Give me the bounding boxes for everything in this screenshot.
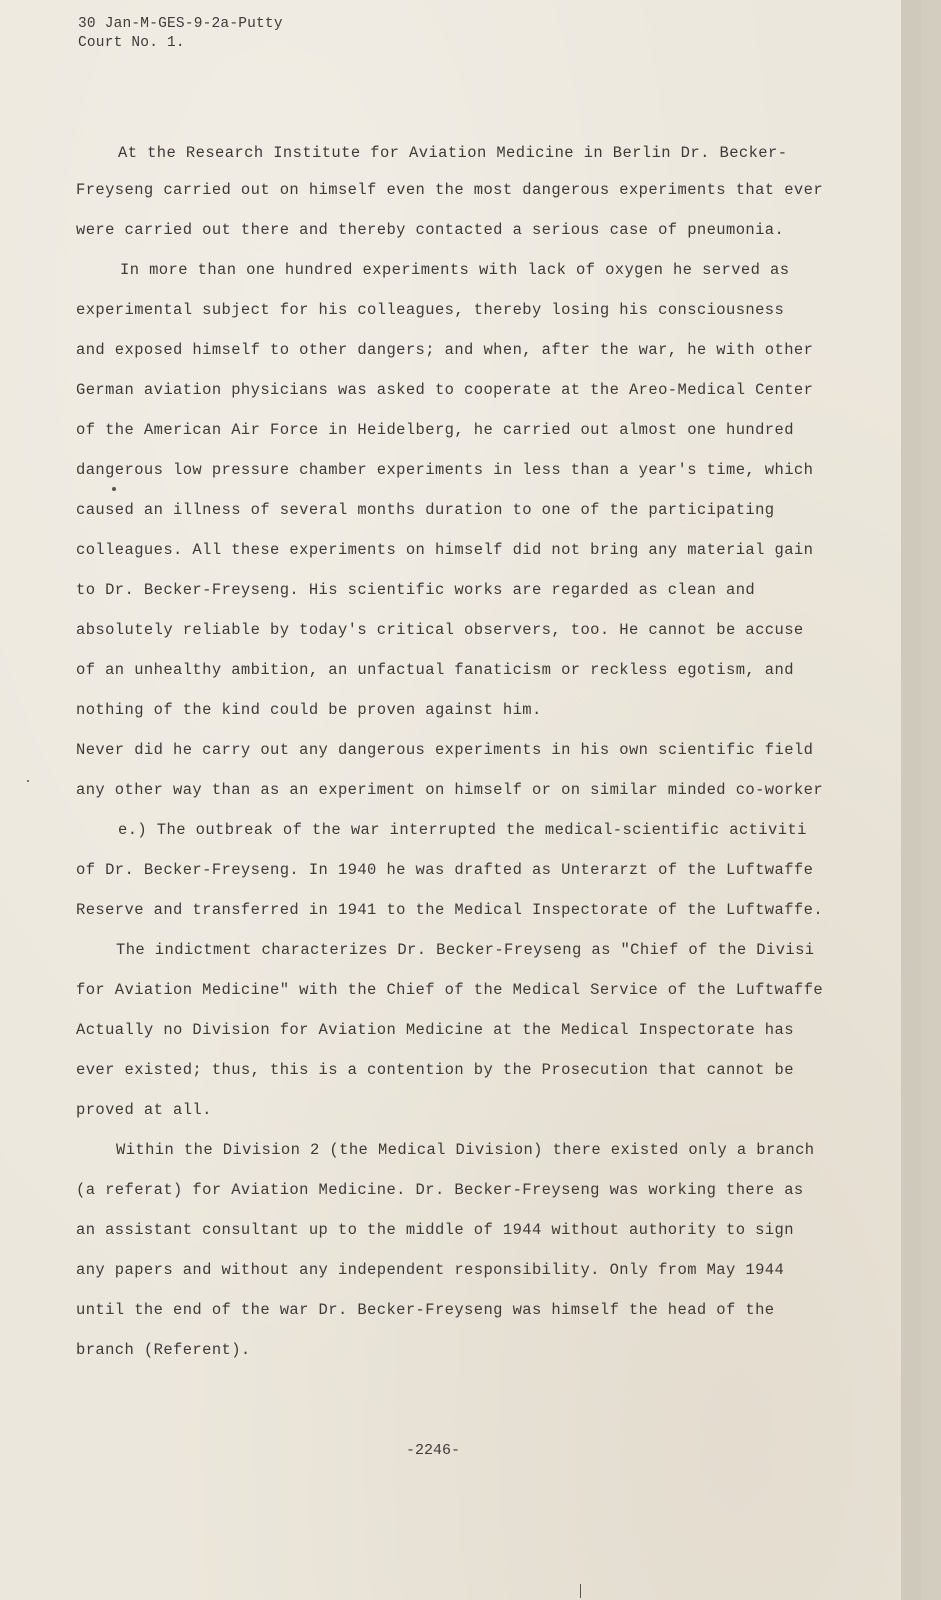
text-line: an assistant consultant up to the middle of 1944 without authority to sign — [76, 1221, 794, 1239]
text-line: of an unhealthy ambition, an unfactual fanaticism or reckless egotism, and — [76, 661, 794, 679]
text-line: colleagues. All these experiments on himself did not bring any material gain — [76, 541, 814, 559]
text-line: Never did he carry out any dangerous experiments in his own scientific field — [76, 741, 814, 759]
text-line: for Aviation Medicine" with the Chief of the Medical Service of the Luftwaffe — [76, 981, 824, 999]
text-line: to Dr. Becker-Freyseng. His scientific works are regarded as clean and — [76, 581, 756, 599]
text-line: of Dr. Becker-Freyseng. In 1940 he was drafted as Unterarzt of the Luftwaffe — [76, 861, 814, 879]
text-line: Actually no Division for Aviation Medicine at the Medical Inspectorate has — [76, 1021, 794, 1039]
text-line: proved at all. — [76, 1101, 212, 1119]
text-line: Within the Division 2 (the Medical Division) there existed only a branch — [116, 1141, 815, 1159]
paper-mark — [580, 1584, 581, 1598]
text-line: dangerous low pressure chamber experiments in less than a year's time, which — [76, 461, 814, 479]
text-line: of the American Air Force in Heidelberg, he carried out almost one hundred — [76, 421, 794, 439]
text-line: Freyseng carried out on himself even the most dangerous experiments that ever — [76, 181, 824, 199]
text-line: ever existed; thus, this is a contention by the Prosecution that cannot be — [76, 1061, 794, 1079]
text-line: branch (Referent). — [76, 1341, 251, 1359]
document-reference: 30 Jan-M-GES-9-2a-Putty — [78, 16, 283, 32]
text-line: nothing of the kind could be proven against him. — [76, 701, 542, 719]
text-line: caused an illness of several months duration to one of the participating — [76, 501, 775, 519]
text-line: (a referat) for Aviation Medicine. Dr. Becker-Freyseng was working there as — [76, 1181, 804, 1199]
text-line: Reserve and transferred in 1941 to the Medical Inspectorate of the Luftwaffe. — [76, 901, 824, 919]
text-line: any papers and without any independent responsibility. Only from May 1944 — [76, 1261, 785, 1279]
text-line: In more than one hundred experiments with lack of oxygen he served as — [120, 261, 790, 279]
court-number: Court No. 1. — [78, 35, 185, 51]
text-line: German aviation physicians was asked to cooperate at the Areo-Medical Center — [76, 381, 814, 399]
text-line: until the end of the war Dr. Becker-Freyseng was himself the head of the — [76, 1301, 775, 1319]
ink-speck — [27, 780, 29, 782]
text-line: and exposed himself to other dangers; and when, after the war, he with other — [76, 341, 814, 359]
text-line: At the Research Institute for Aviation Medicine in Berlin Dr. Becker- — [118, 144, 788, 162]
text-line: e.) The outbreak of the war interrupted the medical-scientific activiti — [118, 821, 807, 839]
text-line: experimental subject for his colleagues, thereby losing his consciousness — [76, 301, 785, 319]
text-line: absolutely reliable by today's critical observers, too. He cannot be accuse — [76, 621, 804, 639]
page-edge — [901, 0, 921, 1600]
text-line: were carried out there and thereby contacted a serious case of pneumonia. — [76, 221, 785, 239]
page-number: -2246- — [406, 1442, 461, 1459]
text-line: any other way than as an experiment on himself or on similar minded co-worker — [76, 781, 824, 799]
ink-speck — [112, 487, 116, 491]
text-line: The indictment characterizes Dr. Becker-Freyseng as "Chief of the Divisi — [116, 941, 815, 959]
